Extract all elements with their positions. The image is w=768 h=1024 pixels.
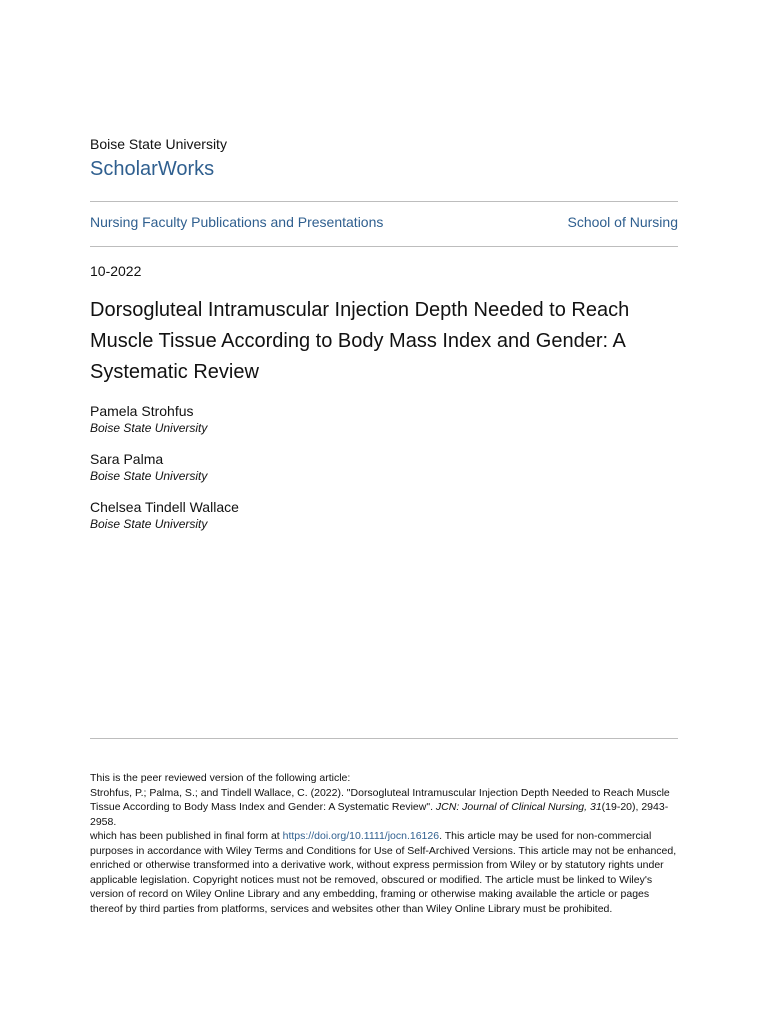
author-block (90, 499, 239, 533)
citation-divider (90, 738, 678, 739)
nav-divider (90, 246, 678, 247)
published-prefix: which has been published in final form at (90, 830, 283, 842)
author-affiliation: Boise State University (90, 517, 208, 531)
institution-name: Boise State University (90, 136, 227, 152)
cover-page (90, 0, 678, 1024)
citation-notice (90, 771, 678, 916)
citation-intro: This is the peer reviewed version of the following article: (90, 772, 351, 784)
author-block (90, 451, 207, 485)
author-name: Chelsea Tindell Wallace (90, 499, 239, 515)
citation-pages: (19-20), 2943-2958. (90, 801, 669, 828)
usage-notice: . This article may be used for non-commercial purposes in accordance with Wiley Terms and Conditions for Use of Self-Archived Versions. This article may not be enhanced, enriched or otherwise transformed into a derivative work, without express permission from Wiley or by statutory rights under applicable legislation. Copyright notices must not be removed, obscured or modified. The article must be linked to Wiley's version of record on Wiley Online Library and any embedding, framing or otherwise making available the article or pages thereof by third parties from platforms, services and websites other than Wiley Online Library must be prohibited. (90, 830, 677, 915)
author-name: Pamela Strohfus (90, 403, 194, 419)
department-link[interactable]: School of Nursing (567, 214, 678, 230)
author-affiliation: Boise State University (90, 469, 208, 483)
citation-reference (90, 786, 678, 830)
article-title: Dorsogluteal Intramuscular Injection Depth Needed to Reach Muscle Tissue According to Body Mass Index and Gender: A Systematic Review (90, 299, 630, 383)
copyright-notice (90, 829, 678, 916)
doi-link[interactable]: https://doi.org/10.1111/jocn.16126 (282, 830, 440, 842)
publication-date: 10-2022 (90, 263, 142, 279)
author-name: Sara Palma (90, 451, 164, 467)
top-divider (90, 201, 678, 202)
journal-name: JCN: Journal of Clinical Nursing, 31 (435, 801, 602, 813)
collection-link[interactable]: Nursing Faculty Publications and Presentations (90, 214, 384, 230)
author-affiliation: Boise State University (90, 421, 208, 435)
author-block (90, 403, 207, 437)
scholarworks-link[interactable]: ScholarWorks (90, 158, 215, 180)
citation-ref-text: Strohfus, P.; Palma, S.; and Tindell Wallace, C. (2022). "Dorsogluteal Intramuscular Injection Depth Needed to Reach Muscle Tissue According to Body Mass Index and Gender: A Systematic Review". (90, 786, 670, 813)
collection-nav (90, 214, 678, 234)
